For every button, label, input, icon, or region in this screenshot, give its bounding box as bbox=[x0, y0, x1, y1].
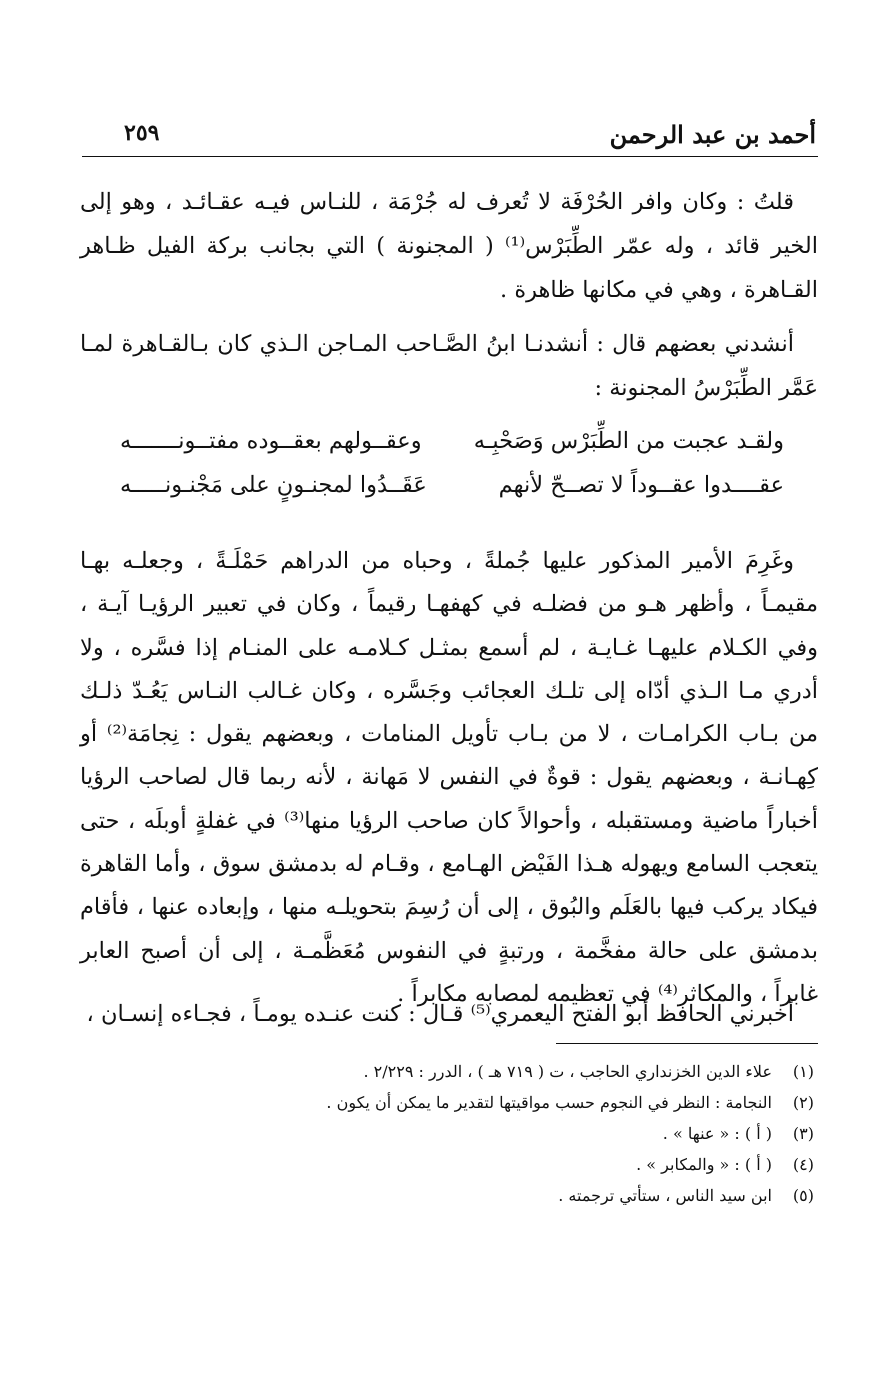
footnote-number: (٣) bbox=[792, 1124, 814, 1143]
footnote bbox=[80, 1149, 818, 1180]
footnote-number: (٤) bbox=[792, 1155, 814, 1174]
running-title: أحمد بن عبد الرحمن bbox=[609, 120, 816, 149]
poem-verses bbox=[120, 428, 784, 518]
footnote bbox=[80, 1180, 818, 1211]
verse-second-hemistich: عَقَــدُوا لمجنـونٍ على مَجْنـونـــــه bbox=[120, 472, 427, 498]
footnote-text: ( أ ) : « والمكابر » . bbox=[636, 1155, 772, 1174]
footnote bbox=[80, 1118, 818, 1149]
footnote-text: علاء الدين الخزنداري الحاجب ، ت ( ٧١٩ هـ ) ، الدرر : ٢/٢٢٩ . bbox=[363, 1062, 772, 1081]
page-number: ٢٥٩ bbox=[124, 120, 160, 146]
footnote-number: (٥) bbox=[792, 1186, 814, 1205]
page-header bbox=[82, 118, 818, 157]
verse-line bbox=[120, 428, 784, 472]
verse-first-hemistich: عقــــدوا عقــوداً لا تصــحّ لأنهم bbox=[498, 472, 784, 498]
footnote-text: ابن سيد الناس ، ستأتي ترجمته . bbox=[558, 1186, 772, 1205]
footnotes bbox=[80, 1056, 818, 1211]
footnote-number: (١) bbox=[792, 1062, 814, 1081]
verse-first-hemistich: ولقـد عجبت من الطِّبَرْس وَصَحْبِـه bbox=[473, 428, 784, 454]
footnote-number: (٢) bbox=[792, 1093, 814, 1112]
paragraph-3: وغَرِمَ الأمير المذكور عليها جُملةً ، وحباه من الدراهم حَمْلَـةً ، وجعلـه بهـا مقيمـاً ، وأظهر هـو من فضلـه في كهفهـا رقيماً ، وكان في تعبير الرؤيـا آيـة ، وفي الكـلام عليهـا غـايـة ، لم أسمع بمثـل كـلامـه على المنـام إذا فسَّره ، ولا أدري مـا الـذي أدّاه إلى تلـك العجائب وجَسَّره ، وكان غـالب النـاس يَعُـدّ ذلـك من بـاب الكرامـات ، لا من بـاب تأويل المنامات ، وبعضهم يقول : نِجامَة⁽²⁾ أو كِهـانـة ، وبعضهم يقول : قوةٌ في النفس لا مَهانة ، لأنه ربما قال لصاحب الرؤيا أخباراً ماضية ومستقبله ، وأحوالاً كان صاحب الرؤيا منها⁽³⁾ في غفلةٍ أوبلَه ، حتى يتعجب السامع ويهوله هـذا الفَيْض الهـامع ، وقـام له بدمشق سوق ، وأما القاهرة فيكاد يركب فيها بالعَلَم والبُوق ، إلى أن رُسِمَ بتحويلـه منها ، وإبعاده عنها ، فأقام بدمشق على حالة مفخَّمة ، ورتبةٍ في النفوس مُعَظَّمـة ، إلى أن أصبح العابر غابراً ، والمكاثر⁽⁴⁾ في تعظيمه لمصابه مكابراً . bbox=[80, 548, 818, 1007]
footnote-text: النجامة : النظر في النجوم حسب مواقيتها لتقدير ما يمكن أن يكون . bbox=[326, 1093, 772, 1112]
paragraph-1: قلتُ : وكان وافر الحُرْفَة لا تُعرف له جُرْمَة ، للنـاس فيـه عقـائـد ، وهو إلى الخير قائد ، وله عمّر الطِّبَرْس⁽¹⁾ ( المجنونة ) التي بجانب بركة الفيل ظـاهر القـاهرة ، وهي في مكانها ظاهرة . bbox=[80, 189, 818, 303]
verse-second-hemistich: وعقــولهم بعقــوده مفتــونـــــــه bbox=[120, 428, 422, 454]
footnote-separator bbox=[556, 1043, 818, 1044]
footnote bbox=[80, 1087, 818, 1118]
footnote-text: ( أ ) : « عنها » . bbox=[662, 1124, 772, 1143]
paragraph-2: أنشدني بعضهم قال : أنشدنـا ابنُ الصَّـاحب المـاجن الـذي كان بـالقـاهرة لمـا عَمَّر الطِّبَرْسُ المجنونة : bbox=[80, 331, 818, 401]
paragraph-4: أخبرني الحافظ أبو الفتح اليعمري⁽⁵⁾ قـال : كنت عنـده يومـاً ، فجـاءه إنسـان ، bbox=[86, 1001, 794, 1027]
verse-line bbox=[120, 472, 784, 516]
footnote bbox=[80, 1056, 818, 1087]
